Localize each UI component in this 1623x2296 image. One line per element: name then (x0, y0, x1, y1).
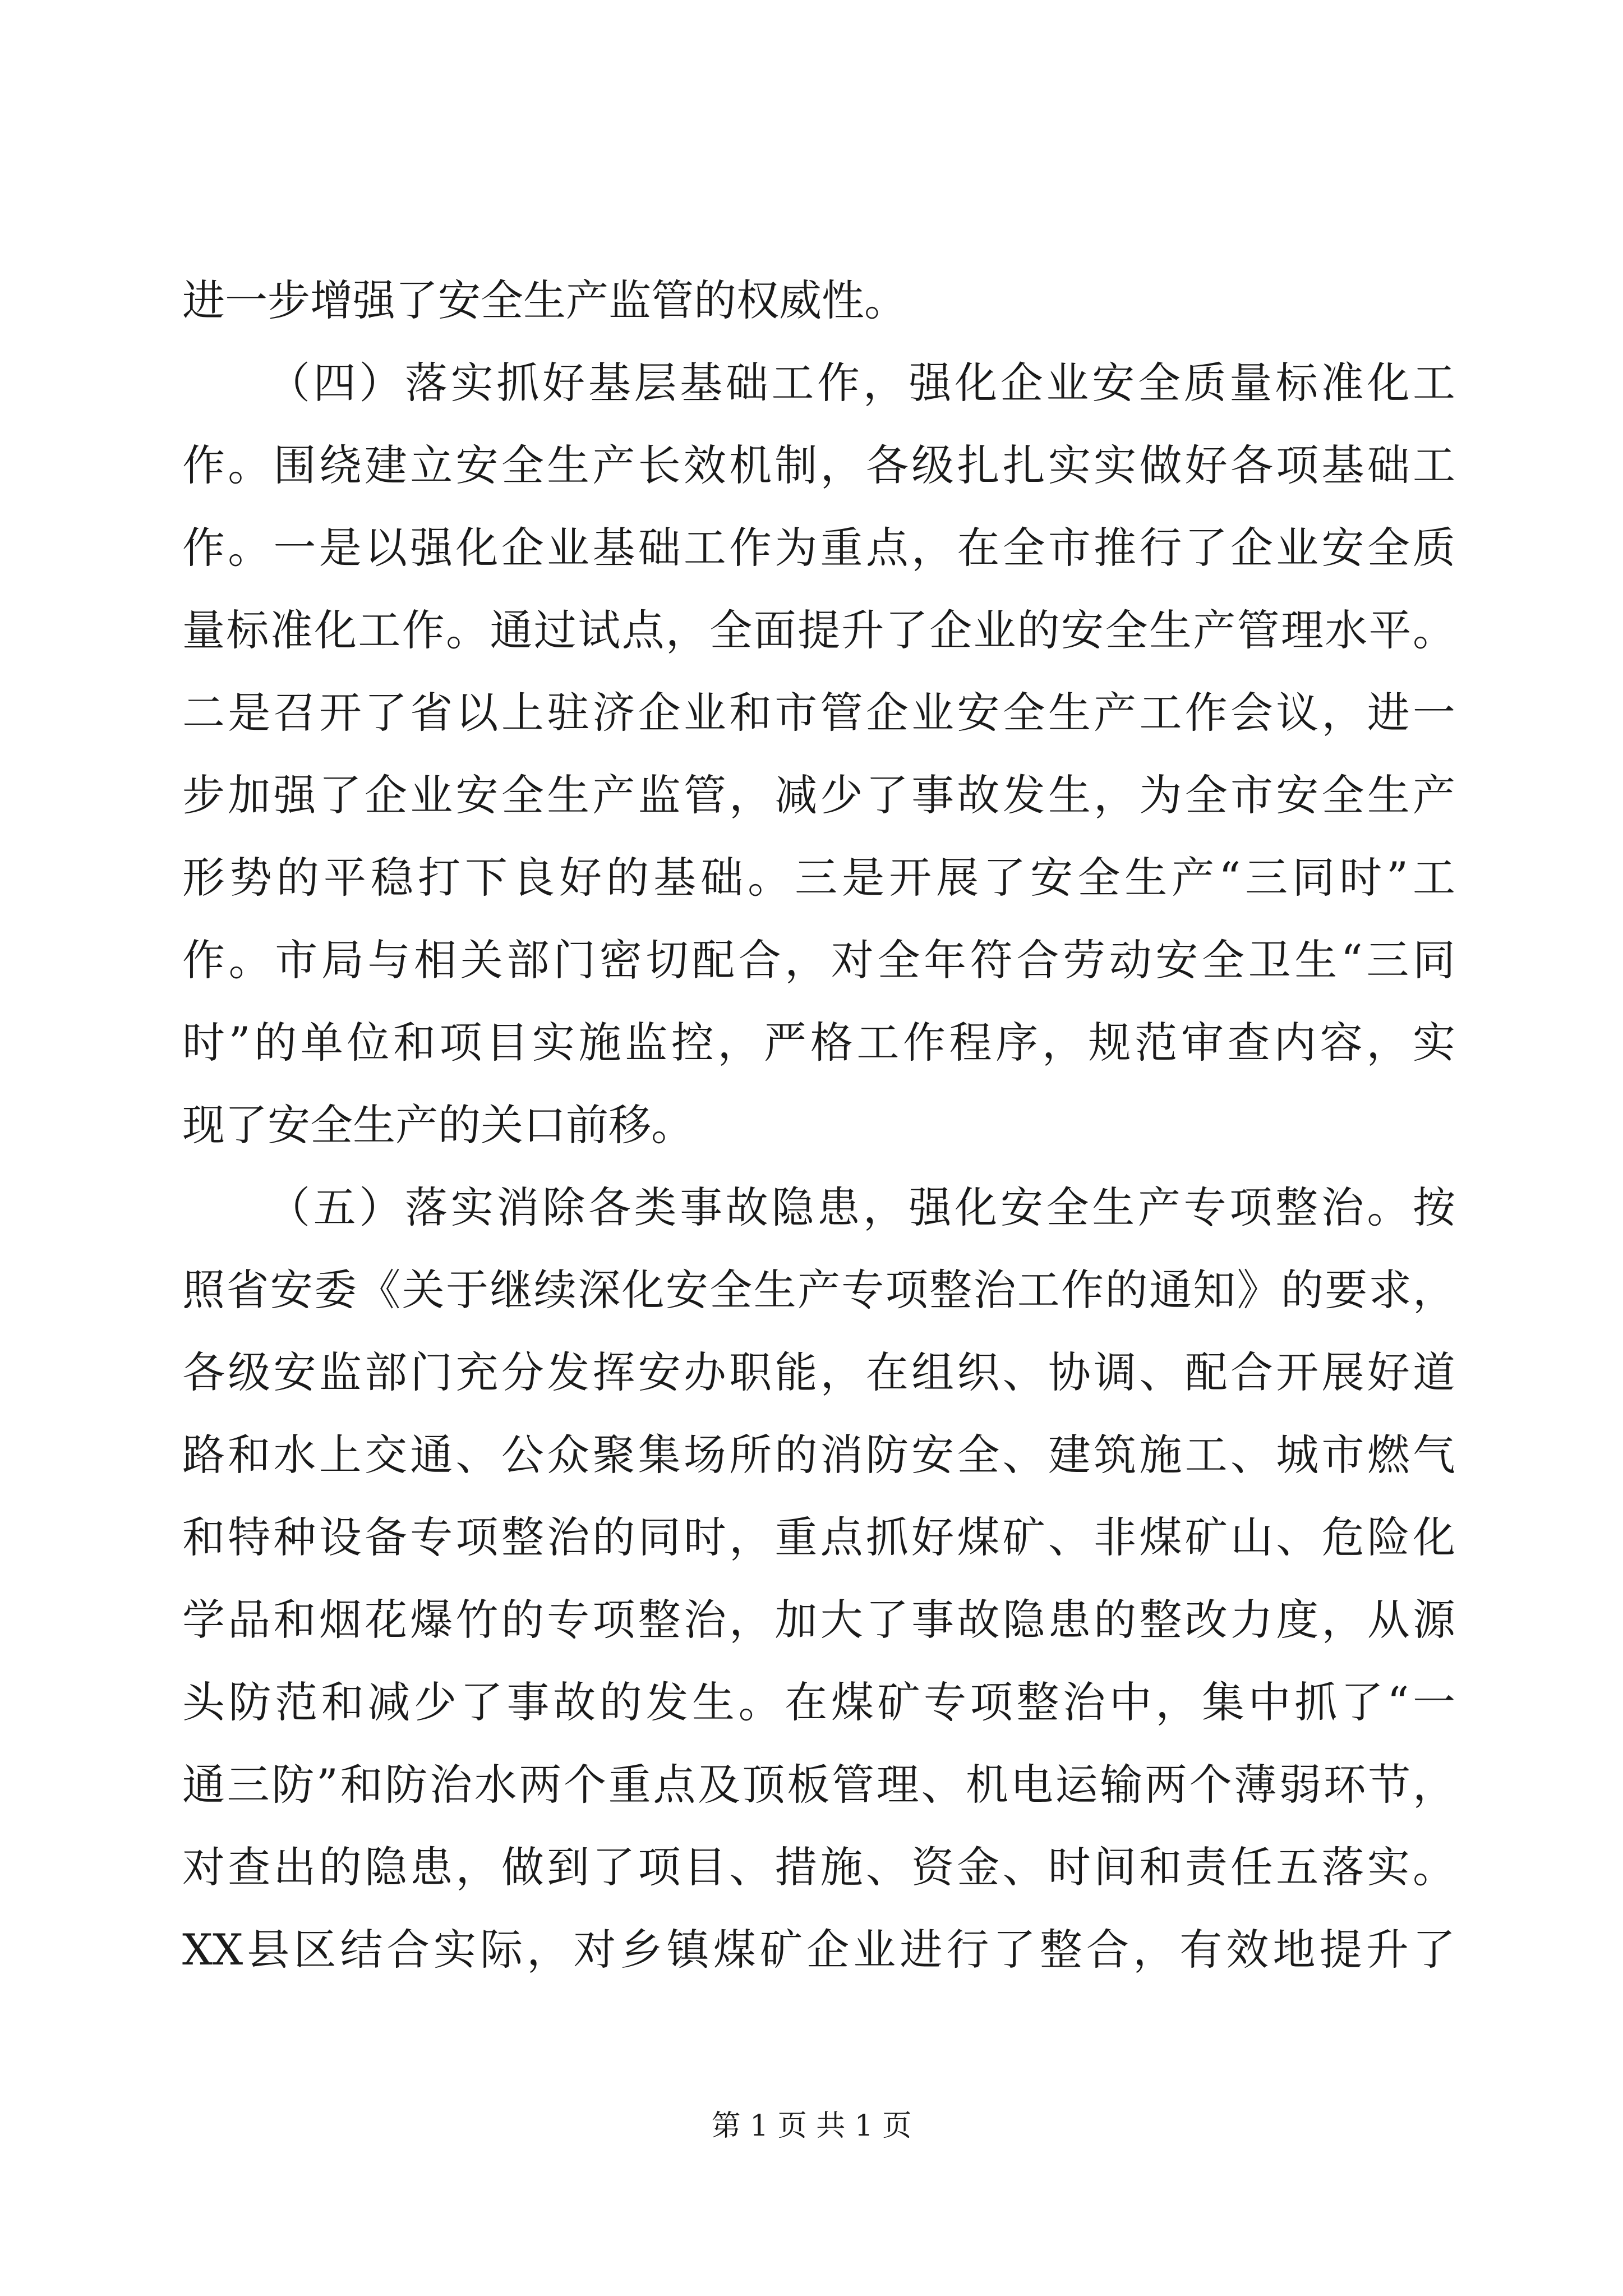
text-line: 照省安委《关于继续深化安全生产专项整治工作的通知》的要求， (182, 1265, 1455, 1315)
text-line: 路和水上交通、公众聚集场所的消防安全、建筑施工、城市燃气 (182, 1430, 1455, 1480)
text-line: 作。一是以强化企业基础工作为重点，在全市推行了企业安全质 (182, 523, 1455, 573)
text-line: 通三防”和防治水两个重点及顶板管理、机电运输两个薄弱环节， (182, 1760, 1455, 1810)
paragraph-heading-line: （四）落实抓好基层基础工作，强化企业安全质量标准化工 (268, 358, 1455, 408)
text-line: 学品和烟花爆竹的专项整治，加大了事故隐患的整改力度，从源 (182, 1595, 1455, 1645)
text-line: 各级安监部门充分发挥安办职能，在组织、协调、配合开展好道 (182, 1347, 1455, 1397)
text-line: XX县区结合实际，对乡镇煤矿企业进行了整合，有效地提升了 (182, 1925, 1455, 1975)
text-line: 作。围绕建立安全生产长效机制，各级扎扎实实做好各项基础工 (182, 440, 1455, 490)
text-line: 形势的平稳打下良好的基础。三是开展了安全生产“三同时”工 (182, 853, 1455, 903)
text-line: 量标准化工作。通过试点，全面提升了企业的安全生产管理水平。 (182, 605, 1455, 655)
text-line: 步加强了企业安全生产监管，减少了事故发生，为全市安全生产 (182, 770, 1455, 820)
page-footer: 第 1 页 共 1 页 (711, 2109, 912, 2143)
text-line: 和特种设备专项整治的同时，重点抓好煤矿、非煤矿山、危险化 (182, 1512, 1455, 1562)
text-line: 二是召开了省以上驻济企业和市管企业安全生产工作会议，进一 (182, 688, 1455, 738)
text-line: 对查出的隐患，做到了项目、措施、资金、时间和责任五落实。 (182, 1842, 1455, 1892)
document-body (182, 259, 1455, 1991)
text-line: 现了安全生产的关口前移。 (182, 1100, 694, 1150)
text-line: 头防范和减少了事故的发生。在煤矿专项整治中，集中抓了“一 (182, 1677, 1455, 1727)
text-line: 作。市局与相关部门密切配合，对全年符合劳动安全卫生“三同 (182, 935, 1455, 985)
paragraph-heading-line: （五）落实消除各类事故隐患，强化安全生产专项整治。按 (268, 1182, 1455, 1232)
text-line: 进一步增强了安全生产监管的权威性。 (182, 275, 907, 325)
text-line: 时”的单位和项目实施监控，严格工作程序，规范审查内容，实 (182, 1018, 1455, 1068)
